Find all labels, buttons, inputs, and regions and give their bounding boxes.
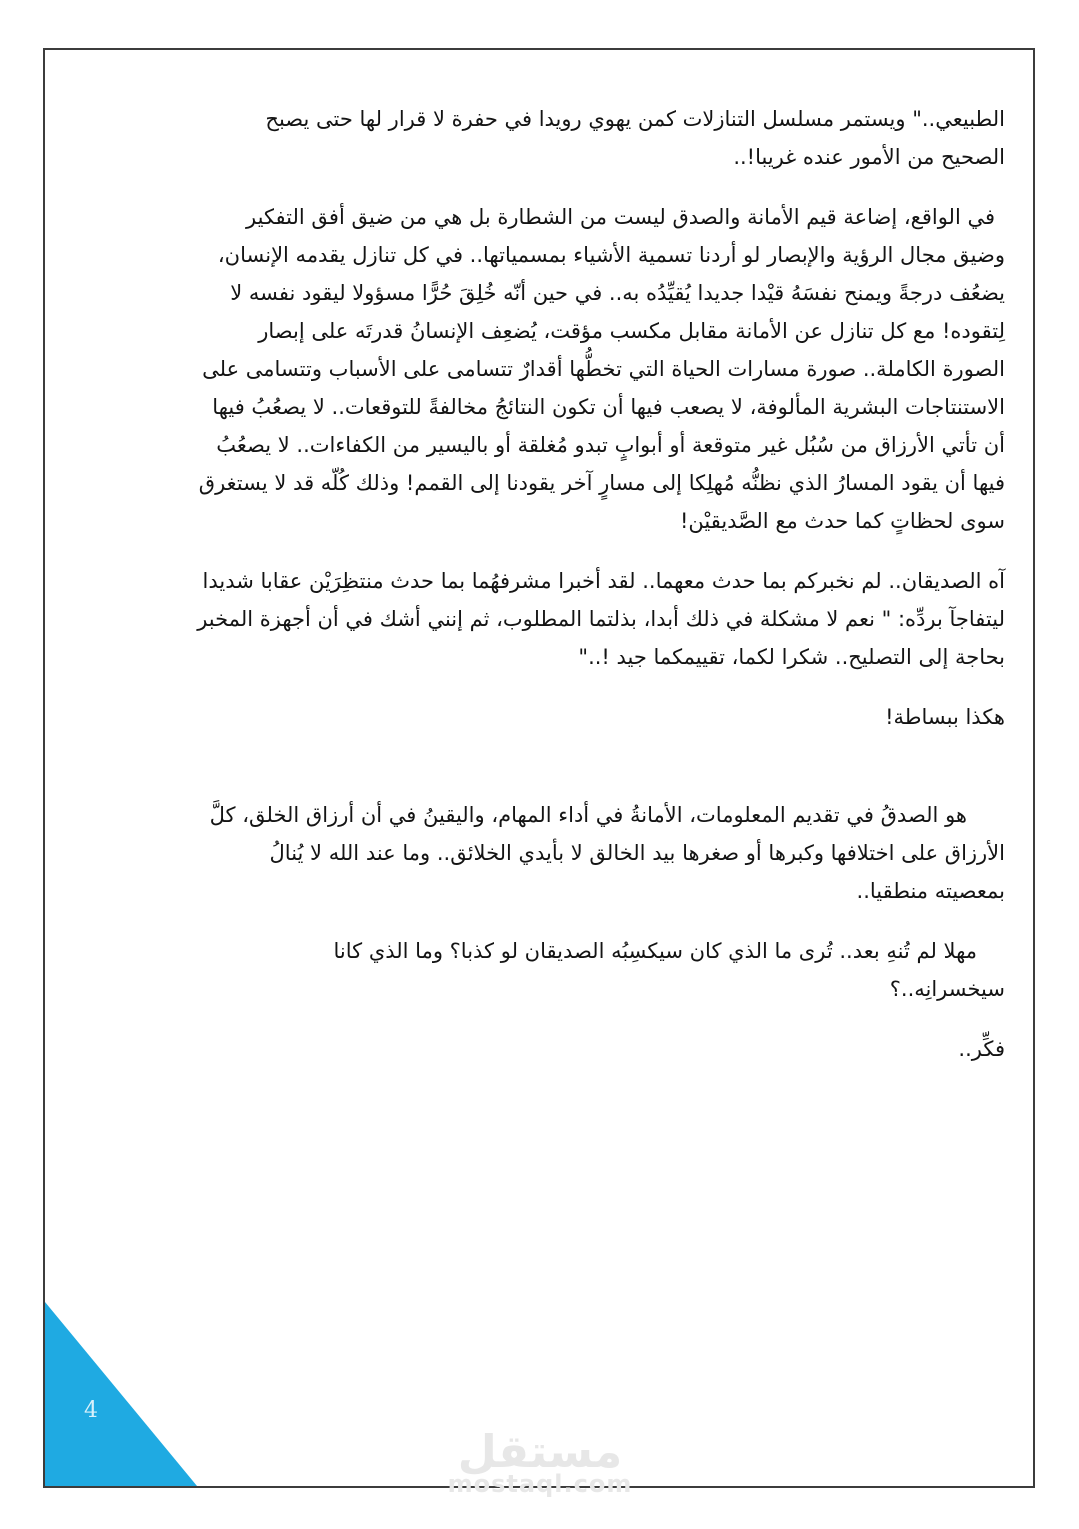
text-line: في الواقع، إضاعة قيم الأمانة والصدق ليست من الشطارة بل هي من ضيق أفق التفكير: [246, 205, 995, 229]
text-line: مهلا لم تُنهِ بعد.. تُرى ما الذي كان سيكسِبُه الصديقان لو كذبا؟ وما الذي كانا: [333, 939, 977, 963]
text-line: يضعُف درجةً ويمنح نفسَهُ قيْدا جديدا يُقيِّدُه به.. في حين أنّه خُلِقَ حُرًّا مسؤولا ليقود نفسه لا: [230, 281, 1005, 305]
mostaql-logo: مستقل: [457, 1425, 623, 1478]
paragraph: [75, 198, 1005, 540]
paragraph: [75, 698, 1005, 736]
text-line: سوى لحظاتٍ كما حدث مع الصَّديقيْن!: [679, 509, 1005, 533]
watermark-domain-text: mostaql.com: [447, 1470, 633, 1498]
text-line: ليتفاجآ بردِّه: " نعم لا مشكلة في ذلك أبدا، بذلتما المطلوب، ثم إنني أشك في أن أجهزة المخبر: [197, 607, 1005, 631]
text-line: سيخسرانِه..؟: [889, 977, 1005, 1001]
text-line: هو الصدقُ في تقديم المعلومات، الأمانةُ في أداء المهام، واليقينُ في أن أرزاق الخلق، كلَّ: [209, 803, 967, 827]
paragraph: [75, 796, 1005, 910]
paragraph: [75, 100, 1005, 176]
text-line: الصحيح من الأمور عنده غريبا!..: [733, 145, 1005, 169]
paragraph: [75, 562, 1005, 676]
text-line: لِتقوده! مع كل تنازل عن الأمانة مقابل مكسب مؤقت، يُضعِف الإنسانُ قدرتَه على إبصار: [258, 319, 1005, 343]
text-line: فكِّر..: [958, 1037, 1005, 1061]
text-line: وضيق مجال الرؤية والإبصار لو أردنا تسمية الأشياء بمسمياتها.. في كل تنازل يقدمه الإنسان،: [217, 243, 1005, 267]
document-text-block: [75, 100, 1005, 1090]
text-line: فيها أن يقود المسارُ الذي نظنُّه مُهلِكا إلى مسارٍ آخر يقودنا إلى القمم! وذلك كُلّه قد لا يستغرق: [198, 471, 1005, 495]
paragraph: [75, 932, 1005, 1008]
text-line: هكذا ببساطة!: [885, 705, 1005, 729]
page-number: 4: [84, 1398, 98, 1423]
text-line: الصورة الكاملة.. صورة مسارات الحياة التي تخطُّها أقدارٌ تتسامى على الأسباب وتتسامى على: [202, 357, 1005, 381]
text-line: بمعصيته منطقيا..: [856, 879, 1005, 903]
text-line: آه الصديقان.. لم نخبركم بما حدث معهما.. لقد أخبرا مشرفهُما بما حدث منتظِرَيْن عقابا شديدا: [202, 569, 1005, 593]
text-line: بحاجة إلى التصليح.. شكرا لكما، تقييمكما جيد !..": [578, 645, 1005, 669]
text-line: الطبيعي.." ويستمر مسلسل التنازلات كمن يهوي رويدا في حفرة لا قرار لها حتى يصبح: [265, 107, 1005, 131]
text-line: أن تأتي الأرزاق من سُبُل غير متوقعة أو أبوابٍ تبدو مُغلقة أو باليسير من الكفاءات.. لا يصعُبُ: [216, 433, 1005, 457]
corner-triangle-decoration: [45, 1302, 197, 1486]
watermark: [437, 1425, 643, 1498]
text-line: الاستنتاجات البشرية المألوفة، لا يصعب فيها أن تكون النتائجُ مخالفةً للتوقعات.. لا يصعُبُ فيها: [212, 395, 1005, 419]
text-line: الأرزاق على اختلافها وكبرها أو صغرها بيد الخالق لا بأيدي الخلائق.. وما عند الله لا يُنالُ: [269, 841, 1005, 865]
paragraph: [75, 1030, 1005, 1068]
